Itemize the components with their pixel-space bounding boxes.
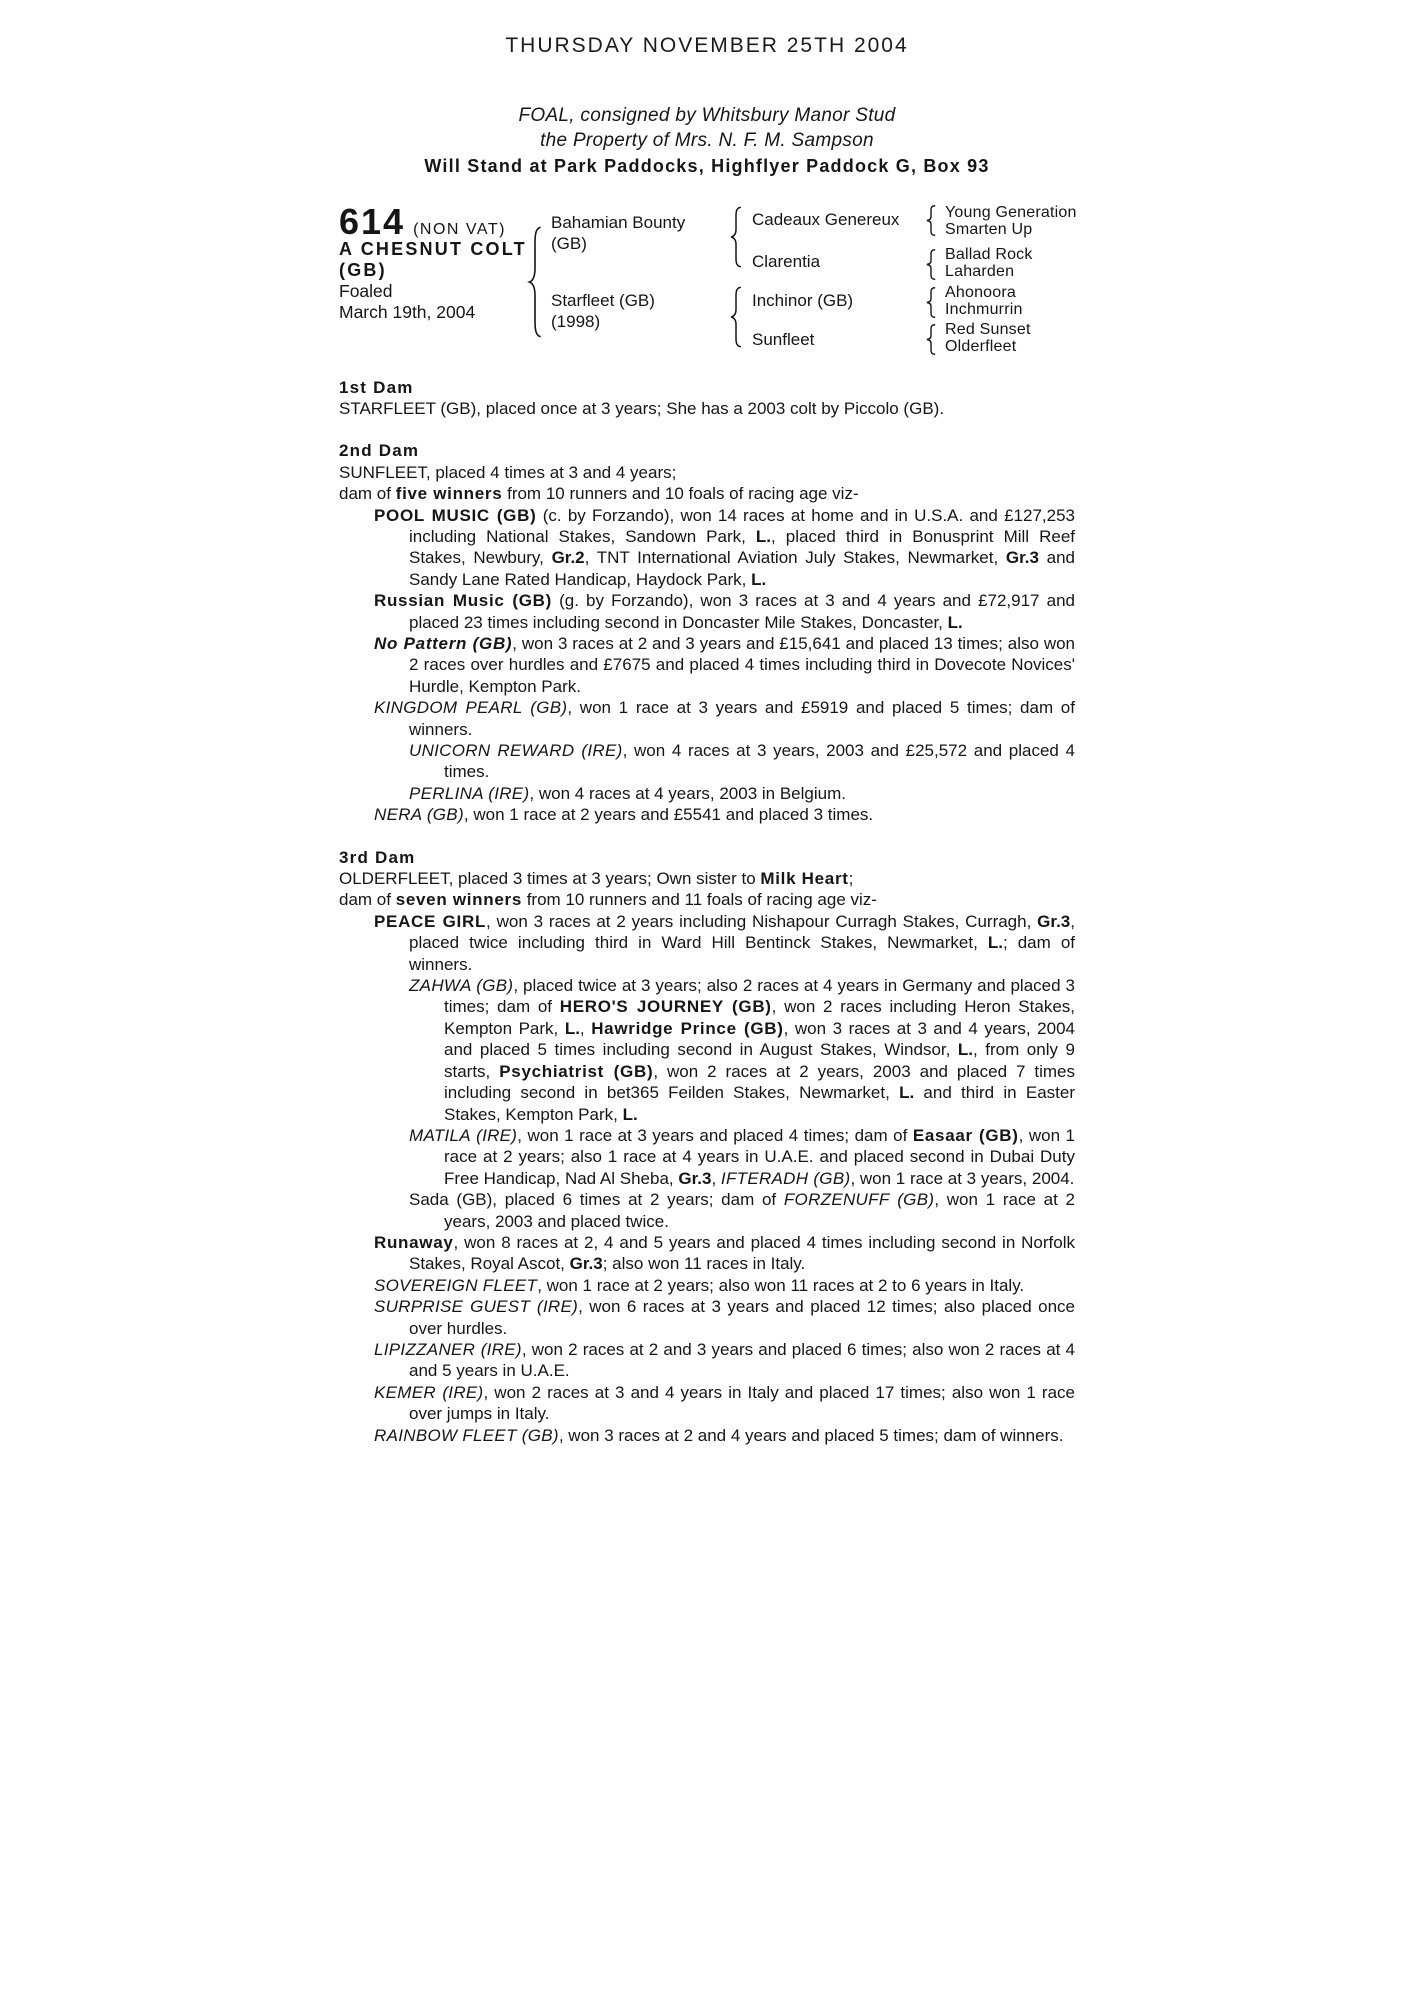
pedigree-entry: PEACE GIRL, won 3 races at 2 years including Nishapour Curragh Stakes, Curragh, Gr.3, placed twice including third in Ward Hill Bentinck Stakes, Newmarket, L.; dam of winners. xyxy=(374,911,1076,974)
granddam-sire: Clarentia xyxy=(752,251,821,271)
dam-section-heading: 3rd Dam xyxy=(339,847,416,867)
grandsire-sire: Cadeaux Genereux xyxy=(752,209,900,229)
granddam-dam: Sunfleet xyxy=(752,329,815,349)
country-suffix: (GB) xyxy=(339,259,387,280)
pedigree-entry: dam of seven winners from 10 runners and 11 foals of racing age viz- xyxy=(339,890,877,910)
foaled-date: March 19th, 2004 xyxy=(339,301,476,322)
consignor-line: FOAL, consigned by Whitsbury Manor Stud xyxy=(518,105,896,126)
dam-name: Starfleet (GB) (1998) xyxy=(551,290,655,331)
pedigree-brace-gg2 xyxy=(925,249,937,280)
pedigree-entry: LIPIZZANER (IRE), won 2 races at 2 and 3 years and placed 6 times; also won 2 races at 4 and 5 years in U.A.E. xyxy=(374,1339,1075,1381)
pedigree-entry: Russian Music (GB) (g. by Forzando), won 3 races at 3 and 4 years and £72,917 and placed 23 times including second in Doncaster Mile Stakes, Doncaster, L. xyxy=(374,591,1075,632)
pedigree-entry: KINGDOM PEARL (GB), won 1 race at 3 years and £5919 and placed 5 times; dam of winners. xyxy=(374,698,1075,739)
grandsire-dam: Inchinor (GB) xyxy=(752,290,854,310)
pedigree-entry: STARFLEET (GB), placed once at 3 years; She has a 2003 colt by Piccolo (GB). xyxy=(339,398,945,418)
pedigree-brace-sire-side xyxy=(729,206,743,268)
greatgrandparents-pair-1: Young Generation Smarten Up xyxy=(945,203,1077,238)
pedigree-brace-gg3 xyxy=(925,287,937,318)
pedigree-entry: NERA (GB), won 1 race at 2 years and £5541 and placed 3 times. xyxy=(374,805,874,825)
sire-name: Bahamian Bounty (GB) xyxy=(551,212,686,253)
pedigree-brace-parents xyxy=(527,225,543,339)
horse-description xyxy=(339,239,527,323)
dam-section-heading: 1st Dam xyxy=(339,377,414,397)
pedigree-entry: MATILA (IRE), won 1 race at 3 years and placed 4 times; dam of Easaar (GB), won 1 race at 2 years; also 1 race at 4 years in U.A.E. and placed second in Dubai Duty Free Handicap, Nad Al Sheba, Gr.3, IFTERADH (GB), won 1 race at 3 years, 2004. xyxy=(409,1125,1075,1188)
consignment-block xyxy=(339,104,1075,179)
pedigree-brace-dam-side xyxy=(729,286,743,348)
greatgrandparents-pair-3: Ahonoora Inchmurrin xyxy=(945,283,1023,318)
foaled-label: Foaled xyxy=(339,280,393,301)
pedigree-entry: dam of five winners from 10 runners and 10 foals of racing age viz- xyxy=(339,484,859,504)
pedigree-entry: SURPRISE GUEST (IRE), won 6 races at 3 years and placed 12 times; also placed once over hurdles. xyxy=(374,1297,1075,1338)
pedigree-entry: ZAHWA (GB), placed twice at 3 years; also 2 races at 4 years in Germany and placed 3 times; dam of HERO'S JOURNEY (GB), won 2 races including Heron Stakes, Kempton Park, L., Hawridge Prince (GB), won 3 races at 3 and 4 years, 2004 and placed 5 times including second in August Stakes, Windsor, L., from only 9 starts, Psychiatrist (GB), won 2 races at 2 years, 2003 and placed 7 times including second in bet365 Feilden Stakes, Newmarket, L. and third in Easter Stakes, Kempton Park, L. xyxy=(409,976,1076,1124)
pedigree-entry: KEMER (IRE), won 2 races at 3 and 4 years in Italy and placed 17 times; also won 1 race over jumps in Italy. xyxy=(374,1382,1075,1424)
vat-status: (NON VAT) xyxy=(413,220,506,238)
pedigree-entry: SUNFLEET, placed 4 times at 3 and 4 years; xyxy=(339,462,677,482)
owner-line: the Property of Mrs. N. F. M. Sampson xyxy=(540,129,874,151)
page-content xyxy=(339,34,1075,1446)
lot-header xyxy=(339,201,506,243)
pedigree-entry: SOVEREIGN FLEET, won 1 race at 2 years; also won 11 races at 2 to 6 years in Italy. xyxy=(374,1275,1025,1295)
pedigree-entry: RAINBOW FLEET (GB), won 3 races at 2 and 4 years and placed 5 times; dam of winners. xyxy=(374,1425,1064,1445)
pedigree-entry: POOL MUSIC (GB) (c. by Forzando), won 14 races at home and in U.S.A. and £127,253 including National Stakes, Sandown Park, L., placed third in Bonusprint Mill Reef Stakes, Newbury, Gr.2, TNT International Aviation July Stakes, Newmarket, Gr.3 and Sandy Lane Rated Handicap, Haydock Park, L. xyxy=(374,505,1075,589)
pedigree-table xyxy=(339,199,1075,371)
pedigree-entry: OLDERFLEET, placed 3 times at 3 years; Own sister to Milk Heart; xyxy=(339,869,854,889)
pedigree-entry: Sada (GB), placed 6 times at 2 years; dam of FORZENUFF (GB), won 1 race at 2 years, 2003 and placed twice. xyxy=(409,1190,1075,1231)
sale-date-header: THURSDAY NOVEMBER 25TH 2004 xyxy=(505,34,909,57)
colour-sex-line: A CHESNUT COLT xyxy=(339,238,527,259)
pedigree-entry: No Pattern (GB), won 3 races at 2 and 3 years and £15,641 and placed 13 times; also won 2 races over hurdles and £7675 and placed 4 times including third in Dovecote Novices' Hurdle, Kempton Park. xyxy=(374,633,1076,696)
pedigree-brace-gg1 xyxy=(925,205,937,236)
lot-number: 614 xyxy=(339,200,406,242)
pedigree-details xyxy=(339,377,1075,1447)
greatgrandparents-pair-4: Red Sunset Olderfleet xyxy=(945,320,1031,355)
greatgrandparents-pair-2: Ballad Rock Laharden xyxy=(945,245,1033,280)
pedigree-entry: Runaway, won 8 races at 2, 4 and 5 years and placed 4 times including second in Norfolk Stakes, Royal Ascot, Gr.3; also won 11 races in Italy. xyxy=(374,1232,1075,1274)
stabling-location-line: Will Stand at Park Paddocks, Highflyer Paddock G, Box 93 xyxy=(424,156,990,176)
dam-section-heading: 2nd Dam xyxy=(339,441,420,461)
pedigree-entry: UNICORN REWARD (IRE), won 4 races at 3 years, 2003 and £25,572 and placed 4 times. xyxy=(409,741,1075,782)
pedigree-entry: PERLINA (IRE), won 4 races at 4 years, 2003 in Belgium. xyxy=(409,783,846,803)
pedigree-brace-gg4 xyxy=(925,324,937,355)
